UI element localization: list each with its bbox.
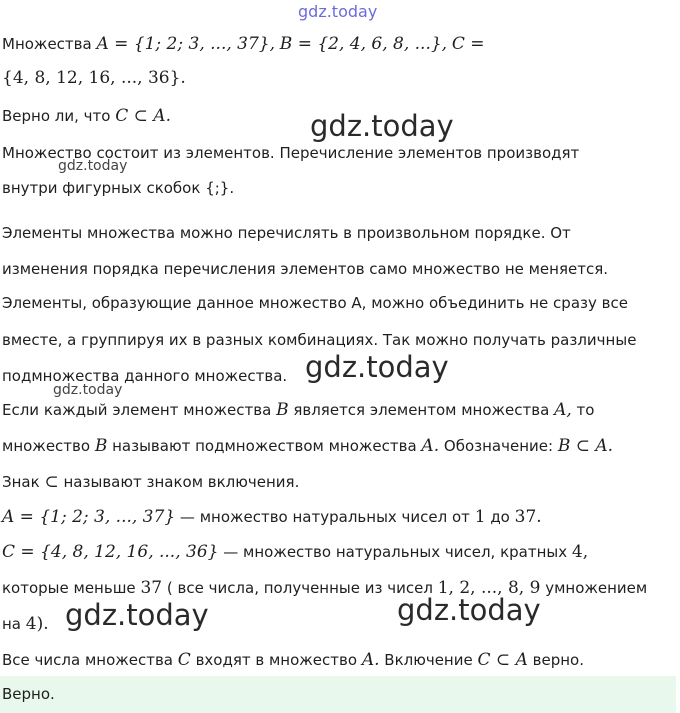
answer-box	[0, 676, 676, 713]
solution-p4	[2, 400, 594, 420]
watermark-large: gdz.today	[310, 109, 454, 143]
number: 4).	[25, 614, 49, 634]
set-c-definition: {4, 8, 12, 16, ..., 36}.	[2, 68, 186, 88]
inclusion-math: C ⊂ A	[477, 650, 528, 670]
solution-p3-line2: вместе, а группируя их в разных комбинациях. Так можно получать различные	[2, 331, 637, 349]
math-b: B	[276, 400, 289, 420]
text: которые меньше	[2, 579, 136, 597]
set-a-math: A = {1; 2; 3, ..., 37}	[2, 507, 176, 527]
text: до	[490, 508, 510, 526]
number: 1	[474, 507, 486, 527]
set-c-head: C =	[451, 34, 485, 54]
math-a: A,	[554, 400, 572, 420]
text: то	[576, 401, 595, 419]
number: 4,	[571, 542, 589, 562]
text: умножением	[545, 579, 648, 597]
number: 37.	[514, 507, 542, 527]
solution-p6	[2, 472, 299, 492]
text: верно.	[532, 651, 584, 669]
subset-symbol: ⊂	[44, 472, 59, 492]
solution-p3-line1: Элементы, образующие данное множество A, можно объединить не сразу все	[2, 294, 628, 312]
problem-intro: Множества	[2, 35, 92, 53]
text: называют знаком включения.	[63, 473, 300, 491]
watermark-top: gdz.today	[298, 2, 378, 21]
question-line	[2, 106, 171, 126]
problem-line-2	[2, 68, 186, 88]
text: — множество натуральных чисел, кратных	[223, 543, 568, 561]
watermark-large: gdz.today	[397, 593, 541, 627]
solution-p1-line1: Множество состоит из элементов. Перечисление элементов производят	[2, 144, 580, 162]
text: — множество натуральных чисел от	[179, 508, 470, 526]
subset-notation: B ⊂ A.	[557, 436, 614, 456]
solution-p11	[2, 650, 584, 670]
text: является элементом множества	[293, 401, 550, 419]
question-math: C ⊂ A.	[115, 106, 171, 126]
number-list: 1, 2, ..., 8, 9	[437, 578, 541, 598]
solution-p1-line2: внутри фигурных скобок {;}.	[2, 179, 235, 197]
set-c-math: C = {4, 8, 12, 16, ..., 36}	[2, 542, 219, 562]
text: ( все числа, полученные из чисел	[166, 579, 433, 597]
number: 37	[140, 578, 163, 598]
text: называют подмножеством множества	[112, 437, 417, 455]
math-a: A.	[421, 436, 440, 456]
solution-p5	[2, 436, 613, 456]
set-a-definition: A = {1; 2; 3, ..., 37},	[96, 34, 276, 54]
text: на	[2, 615, 21, 633]
watermark-small: gdz.today	[58, 158, 128, 174]
math-b: B	[94, 436, 108, 456]
solution-p7	[2, 507, 542, 527]
solution-p8	[2, 542, 588, 562]
watermark-small: gdz.today	[53, 382, 123, 398]
text: множество	[2, 437, 91, 455]
set-b-definition: B = {2, 4, 6, 8, ...},	[279, 34, 448, 54]
text: входят в множество	[195, 651, 358, 669]
solution-p3-line3: подмножества данного множества.	[2, 367, 288, 385]
solution-p9	[2, 578, 647, 598]
solution-p2-line1: Элементы множества можно перечислять в произвольном порядке. От	[2, 224, 571, 242]
solution-p10	[2, 614, 49, 634]
watermark-large: gdz.today	[305, 350, 449, 384]
text: Если каждый элемент множества	[2, 401, 272, 419]
text: Знак	[2, 473, 40, 491]
text: Включение	[384, 651, 473, 669]
solution-p2-line2: изменения порядка перечисления элементов само множество не меняется.	[2, 260, 608, 278]
question-text: Верно ли, что	[2, 107, 111, 125]
math-a: A.	[361, 650, 380, 670]
watermark-large: gdz.today	[65, 598, 209, 632]
problem-line-1	[2, 34, 485, 54]
math-c: C	[177, 650, 191, 670]
text: Обозначение:	[443, 437, 554, 455]
text: Все числа множества	[2, 651, 173, 669]
answer-text: Верно.	[2, 685, 55, 703]
